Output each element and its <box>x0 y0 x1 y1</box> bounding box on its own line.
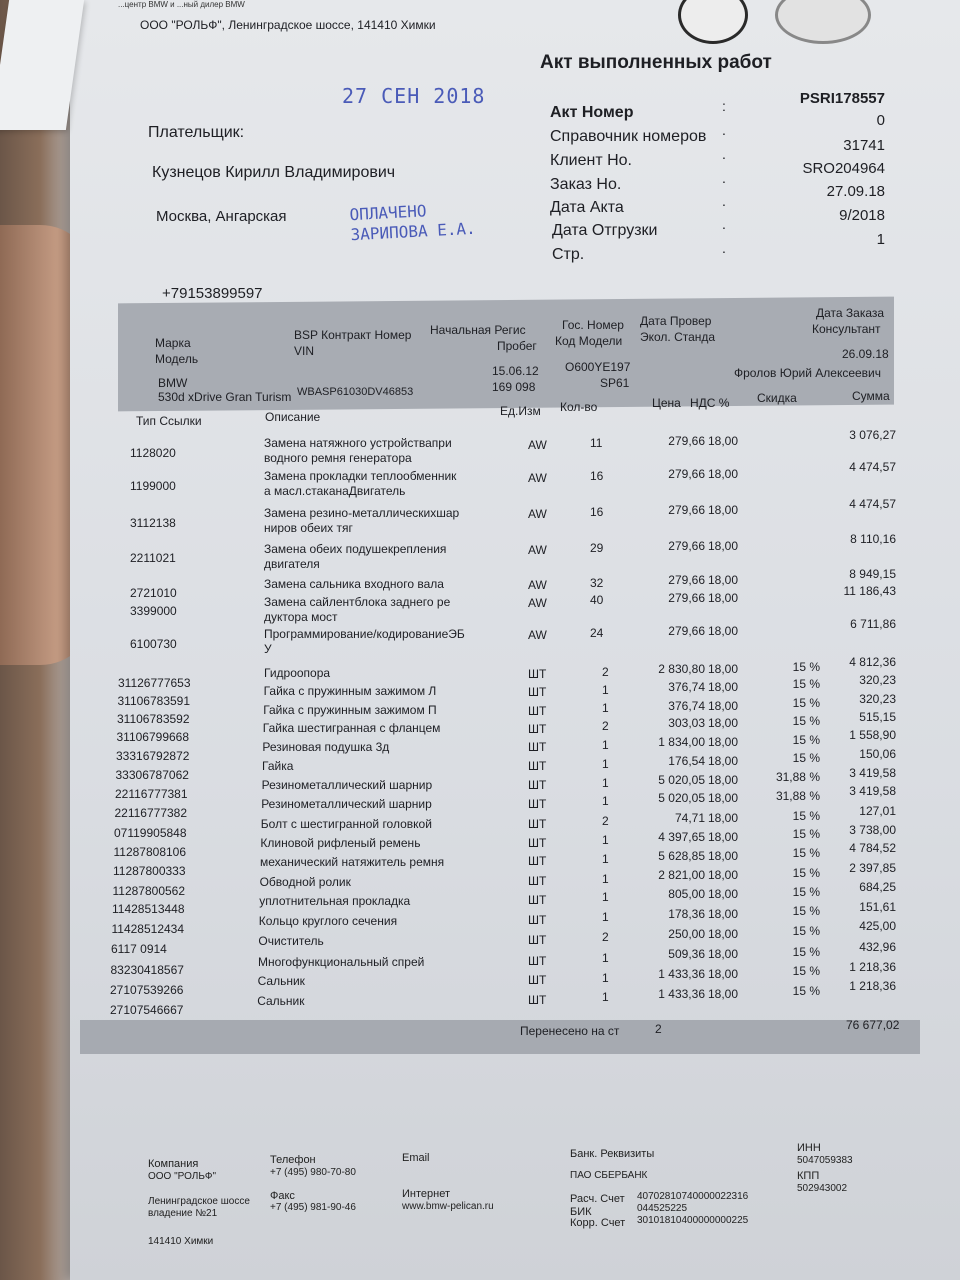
row-desc-line2: а масл.стаканаДвигатель <box>264 483 406 498</box>
row-sum: 320,23 <box>859 691 896 706</box>
col-discount: Скидка <box>757 391 797 405</box>
row-vat: 18,00 <box>708 679 739 694</box>
row-qty: 1 <box>602 890 609 905</box>
row-unit: AW <box>528 595 547 610</box>
row-unit: ШТ <box>528 973 547 988</box>
row-unit: AW <box>528 628 547 643</box>
payer-name: Кузнецов Кирилл Владимирович <box>152 164 396 181</box>
row-vat: 18,00 <box>708 573 739 588</box>
row-code: 3112138 <box>130 515 176 530</box>
vehicle-vin: WBASP61030DV46853 <box>297 386 414 398</box>
info-colon: . <box>722 193 726 209</box>
row-vat: 18,00 <box>708 753 739 768</box>
row-discount: 31,88 % <box>775 770 820 785</box>
row-desc-line1: Гидроопора <box>264 666 331 681</box>
row-vat: 18,00 <box>708 466 739 481</box>
row-vat: 18,00 <box>708 848 739 863</box>
row-vat: 18,00 <box>708 926 739 941</box>
row-unit: ШТ <box>528 684 547 699</box>
row-vat: 18,00 <box>708 967 739 982</box>
row-sum: 3 419,58 <box>849 784 896 799</box>
row-vat: 18,00 <box>708 503 739 518</box>
row-unit: ШТ <box>528 835 547 850</box>
row-desc-line1: Резинометаллический шарнир <box>261 778 433 793</box>
row-unit: AW <box>528 577 547 592</box>
info-label: Стр. <box>552 246 585 263</box>
col-model: Модель <box>155 352 199 366</box>
row-sum: 11 186,43 <box>843 584 896 599</box>
row-sum: 1 218,36 <box>849 979 896 994</box>
footer-web: www.bmw-pelican.ru <box>402 1201 494 1212</box>
row-sum: 1 218,36 <box>849 959 896 974</box>
row-qty: 16 <box>590 505 604 520</box>
info-label: Справочник номеров <box>550 128 707 145</box>
row-sum: 684,25 <box>859 879 896 894</box>
row-vat: 18,00 <box>708 947 739 962</box>
footer-corr-label: Корр. Счет <box>570 1217 626 1229</box>
row-desc-line1: Обводной ролик <box>259 874 351 889</box>
row-desc-line2: водного ремня генератора <box>264 450 412 465</box>
row-price: 376,74 <box>668 698 705 713</box>
footer-city: 141410 Химки <box>148 1236 214 1247</box>
row-code: 33306787062 <box>115 768 189 783</box>
row-desc-line1: Замена прокладки теплообменник <box>264 468 457 483</box>
row-unit: ШТ <box>528 932 547 947</box>
row-discount: 15 % <box>792 808 820 823</box>
row-vat: 18,00 <box>708 772 739 787</box>
row-discount: 15 % <box>792 713 820 728</box>
col-qty: Кол-во <box>560 400 598 414</box>
row-unit: ШТ <box>528 721 547 736</box>
row-desc-line1: Гайка с пружинным зажимом П <box>263 703 437 718</box>
info-label: Акт Номер <box>550 104 634 121</box>
carry-page: 2 <box>655 1022 662 1036</box>
row-desc-line2: У <box>264 642 272 657</box>
footer-web-label: Интернет <box>402 1188 450 1200</box>
row-vat: 18,00 <box>708 716 739 731</box>
row-price: 303,03 <box>668 716 705 731</box>
row-qty: 11 <box>590 435 603 450</box>
row-price: 5 020,05 <box>658 772 705 787</box>
row-unit: AW <box>528 470 547 485</box>
footer-acc-label: Расч. Счет <box>570 1193 625 1205</box>
footer-company: ООО "РОЛЬФ" <box>148 1171 217 1182</box>
row-price: 279,66 <box>668 466 705 481</box>
col-desc: Описание <box>265 410 321 424</box>
row-discount: 15 % <box>792 751 820 766</box>
row-code: 31106783592 <box>117 712 190 727</box>
row-sum: 150,06 <box>859 746 896 761</box>
row-price: 5 020,05 <box>658 791 705 806</box>
row-sum: 151,61 <box>859 899 896 914</box>
row-desc-line1: Замена резино-металлическихшар <box>264 505 460 520</box>
row-vat: 18,00 <box>708 590 739 605</box>
row-qty: 1 <box>602 775 609 790</box>
row-qty: 1 <box>602 756 609 771</box>
col-price: Цена <box>652 396 681 410</box>
row-price: 376,74 <box>668 679 705 694</box>
row-price: 1 834,00 <box>658 735 705 750</box>
row-price: 279,66 <box>668 503 705 518</box>
payer-phone: +79153899597 <box>162 285 263 302</box>
info-value: 27.09.18 <box>826 183 885 200</box>
row-price: 4 397,65 <box>658 829 705 844</box>
row-price: 279,66 <box>668 538 705 553</box>
info-colon: . <box>722 240 726 256</box>
row-desc-line1: Резиновая подушка 3д <box>262 740 390 755</box>
row-desc-line1: Замена натяжного устройствапри <box>264 435 452 450</box>
footer-kpp: 502943002 <box>797 1183 848 1194</box>
row-price: 279,66 <box>668 433 705 448</box>
row-desc-line1: уплотнительная прокладка <box>259 893 411 908</box>
col-vin: VIN <box>294 344 315 358</box>
row-sum: 3 738,00 <box>849 822 896 837</box>
row-discount: 15 % <box>792 827 820 842</box>
row-sum: 8 110,16 <box>850 532 896 547</box>
row-price: 74,71 <box>674 811 705 826</box>
row-unit: ШТ <box>528 740 547 755</box>
vehicle-reg-date: 15.06.12 <box>492 364 539 378</box>
row-desc-line1: Резинометаллический шарнир <box>261 796 432 811</box>
footer-bank-label: Банк. Реквизиты <box>570 1148 655 1160</box>
row-qty: 32 <box>590 575 604 590</box>
row-sum: 2 397,85 <box>849 861 896 876</box>
footer-bik: 044525225 <box>637 1203 688 1214</box>
row-unit: ШТ <box>528 912 547 927</box>
col-unit: Ед.Изм <box>500 404 541 418</box>
row-code: 11428512434 <box>111 922 185 937</box>
row-code: 07119905848 <box>114 825 187 840</box>
row-desc-line1: Замена обеих подушекрепления <box>264 541 447 556</box>
paid-stamp-line1: ОПЛАЧЕНО <box>349 201 427 225</box>
row-price: 178,36 <box>668 906 705 921</box>
row-code: 22116777382 <box>114 805 188 820</box>
row-qty: 29 <box>590 540 604 555</box>
info-colon: . <box>722 216 726 232</box>
row-sum: 6 711,86 <box>850 616 896 631</box>
row-desc-line1: Многофункциональный спрей <box>258 954 425 969</box>
row-discount: 15 % <box>792 984 820 999</box>
footer-inn: 5047059383 <box>797 1155 853 1166</box>
footer-company-label: Компания <box>148 1158 199 1170</box>
row-unit: ШТ <box>528 874 547 889</box>
row-vat: 18,00 <box>708 829 739 844</box>
footer-fax-label: Факс <box>270 1190 295 1202</box>
row-desc-line1: Болт с шестигранной головкой <box>260 816 432 831</box>
row-sum: 515,15 <box>859 709 896 724</box>
row-qty: 40 <box>590 593 604 608</box>
vehicle-plate: O600YE197 <box>565 360 631 374</box>
row-price: 2 830,80 <box>658 662 705 677</box>
row-code: 1199000 <box>130 478 176 493</box>
row-code: 31106783591 <box>117 693 191 708</box>
row-code: 2721010 <box>130 586 177 601</box>
row-code: 11287808106 <box>113 844 187 859</box>
footer-kpp-label: КПП <box>797 1170 820 1182</box>
col-eco: Экол. Станда <box>640 330 716 344</box>
row-desc-line1: Гайка <box>262 759 294 774</box>
row-vat: 18,00 <box>708 433 739 448</box>
row-unit: ШТ <box>528 893 547 908</box>
carry-label: Перенесено на ст <box>520 1024 620 1038</box>
row-discount: 15 % <box>792 923 820 938</box>
footer-inn-label: ИНН <box>797 1142 821 1154</box>
info-value: SRO204964 <box>802 160 885 177</box>
row-code: 11287800562 <box>112 883 186 898</box>
vehicle-order-date: 26.09.18 <box>842 347 889 361</box>
footer-email-label: Email <box>402 1152 430 1164</box>
col-marka: Марка <box>155 336 191 350</box>
row-qty: 1 <box>602 794 609 809</box>
row-sum: 8 949,15 <box>849 566 896 581</box>
row-code: 27107539266 <box>110 982 184 997</box>
row-discount: 15 % <box>792 964 820 979</box>
row-sum: 3 076,27 <box>849 427 896 442</box>
footer-fax: +7 (495) 981-90-46 <box>270 1202 356 1213</box>
row-code: 6100730 <box>130 636 177 651</box>
col-reg: Начальная Регис <box>430 323 526 337</box>
row-unit: ШТ <box>528 759 547 774</box>
row-sum: 432,96 <box>859 939 896 954</box>
info-value: 0 <box>876 112 885 129</box>
info-value: 9/2018 <box>839 207 885 224</box>
row-unit: ШТ <box>528 778 547 793</box>
row-sum: 425,00 <box>859 919 896 934</box>
paid-stamp-line2: ЗАРИПОВА Е.А. <box>350 218 477 245</box>
row-vat: 18,00 <box>708 887 739 902</box>
row-qty: 1 <box>602 682 609 697</box>
row-discount: 15 % <box>792 884 820 899</box>
company-line: ООО "РОЛЬФ", Ленинградское шоссе, 141410 Химки <box>140 18 436 32</box>
info-label: Дата Акта <box>550 199 624 216</box>
footer-address: Ленинградское шоссе владение №21 <box>148 1196 250 1219</box>
row-sum: 127,01 <box>859 804 896 819</box>
document-title: Акт выполненных работ <box>540 52 772 73</box>
row-qty: 1 <box>602 950 609 965</box>
row-desc-line1: Очиститель <box>258 933 324 948</box>
row-price: 279,66 <box>668 623 705 638</box>
row-qty: 1 <box>602 701 609 716</box>
col-sum: Сумма <box>852 389 890 403</box>
row-sum: 4 474,57 <box>849 496 896 511</box>
footer-phone-label: Телефон <box>270 1154 316 1166</box>
col-mileage: Пробег <box>497 339 537 353</box>
row-unit: ШТ <box>528 703 547 718</box>
row-discount: 15 % <box>792 732 820 747</box>
col-vat: НДС % <box>690 396 730 410</box>
col-order-date: Дата Заказа <box>816 306 885 320</box>
row-code: 11287800333 <box>113 863 186 878</box>
row-qty: 24 <box>590 626 604 641</box>
row-price: 1 433,36 <box>658 967 705 982</box>
carry-total: 76 677,02 <box>846 1018 900 1032</box>
info-colon: . <box>722 146 726 162</box>
row-desc-line1: механический натяжитель ремня <box>260 854 445 869</box>
row-price: 509,36 <box>668 947 705 962</box>
footer-phone: +7 (495) 980-70-80 <box>270 1167 356 1178</box>
row-code: 31126777653 <box>118 675 191 690</box>
row-price: 805,00 <box>668 887 705 902</box>
row-sum: 4 812,36 <box>849 655 896 670</box>
col-check: Дата Провер <box>640 314 712 328</box>
row-vat: 18,00 <box>708 698 739 713</box>
row-desc-line1: Сальник <box>257 994 305 1009</box>
row-code: 3399000 <box>130 604 177 619</box>
footer-bik-label: БИК <box>570 1206 592 1218</box>
row-unit: ШТ <box>528 953 547 968</box>
row-unit: ШТ <box>528 854 547 869</box>
row-code: 83230418567 <box>110 963 184 978</box>
info-label: Заказ Но. <box>550 176 622 193</box>
footer-corr: 30101810400000000225 <box>637 1215 749 1226</box>
carry-bar <box>80 1020 920 1054</box>
row-desc-line1: Гайка шестигранная с фланцем <box>262 721 441 736</box>
row-sum: 4 784,52 <box>849 841 896 856</box>
row-qty: 1 <box>602 871 609 886</box>
row-price: 279,66 <box>668 590 705 605</box>
row-unit: ШТ <box>528 816 547 831</box>
col-gos: Гос. Номер <box>562 318 624 332</box>
row-price: 1 433,36 <box>658 986 705 1001</box>
row-qty: 2 <box>602 664 609 679</box>
row-price: 176,54 <box>668 753 705 768</box>
row-sum: 1 558,90 <box>849 728 896 743</box>
row-code: 6117 0914 <box>111 942 167 957</box>
row-vat: 18,00 <box>708 538 739 553</box>
row-sum: 320,23 <box>859 673 896 688</box>
row-discount: 15 % <box>792 659 820 674</box>
row-vat: 18,00 <box>708 811 739 826</box>
row-desc-line1: Замена сайлентблока заднего ре <box>264 594 451 609</box>
row-discount: 15 % <box>792 904 820 919</box>
row-qty: 16 <box>590 468 604 483</box>
row-qty: 2 <box>602 930 609 945</box>
row-code: 11428513448 <box>112 902 185 917</box>
row-code: 2211021 <box>130 551 176 566</box>
row-vat: 18,00 <box>708 986 739 1001</box>
row-qty: 1 <box>602 990 609 1005</box>
info-value: 1 <box>876 231 885 248</box>
footer-bank: ПАО СБЕРБАНК <box>570 1170 648 1181</box>
row-desc-line1: Сальник <box>257 974 305 989</box>
row-unit: AW <box>528 437 547 452</box>
row-unit: AW <box>528 507 547 522</box>
row-qty: 1 <box>602 910 609 925</box>
row-price: 279,66 <box>668 573 705 588</box>
row-desc-line2: дуктора мост <box>264 609 338 624</box>
row-code: 33316792872 <box>116 749 190 764</box>
paid-stamp <box>349 199 476 245</box>
row-vat: 18,00 <box>708 906 739 921</box>
row-qty: 1 <box>602 737 609 752</box>
info-colon: . <box>722 122 726 138</box>
row-vat: 18,00 <box>708 662 739 677</box>
row-desc-line1: Клиновой рифленый ремень <box>260 835 421 850</box>
info-label: Дата Отгрузки <box>552 222 658 239</box>
col-type: Тип Ссылки <box>136 414 202 428</box>
vehicle-model: 530d xDrive Gran Turism <box>158 390 292 404</box>
row-vat: 18,00 <box>708 868 739 883</box>
info-value: 31741 <box>843 137 885 154</box>
vehicle-mileage: 169 098 <box>492 380 536 394</box>
row-code: 27107546667 <box>110 1002 184 1017</box>
dealer-tiny-text: ...центр BMW и ...ный дилер BMW <box>118 0 245 9</box>
vehicle-marka: BMW <box>158 376 188 390</box>
col-code-model: Код Модели <box>555 334 623 348</box>
row-vat: 18,00 <box>708 623 739 638</box>
row-code: 22116777381 <box>115 787 188 802</box>
info-value: PSRI178557 <box>799 90 885 107</box>
row-desc-line1: Замена сальника входного вала <box>264 576 444 591</box>
vehicle-consultant: Фролов Юрий Алексеевич <box>734 366 882 380</box>
row-price: 250,00 <box>668 926 705 941</box>
row-desc-line2: двигателя <box>264 556 320 571</box>
row-discount: 31,88 % <box>775 788 820 803</box>
row-discount: 15 % <box>792 696 820 711</box>
row-qty: 2 <box>602 719 609 734</box>
info-colon: . <box>722 170 726 186</box>
col-consultant: Консультант <box>812 322 881 336</box>
vehicle-model-code: SP61 <box>600 376 630 390</box>
row-qty: 1 <box>602 851 609 866</box>
row-desc-line1: Программирование/кодированиеЭБ <box>264 627 465 642</box>
row-desc-line1: Кольцо круглого сечения <box>258 913 398 928</box>
row-vat: 18,00 <box>708 791 739 806</box>
row-price: 5 628,85 <box>658 848 705 863</box>
row-sum: 4 474,57 <box>849 460 896 475</box>
info-label: Клиент Но. <box>550 152 632 169</box>
payer-address: Москва, Ангарская <box>156 208 287 225</box>
row-unit: ШТ <box>528 667 547 682</box>
row-sum: 3 419,58 <box>849 765 896 780</box>
info-colon: : <box>722 98 726 114</box>
row-desc-line1: Гайка с пружинным зажимом Л <box>263 684 437 699</box>
row-code: 1128020 <box>130 445 176 460</box>
row-qty: 1 <box>602 970 609 985</box>
row-discount: 15 % <box>792 846 820 861</box>
row-unit: ШТ <box>528 993 547 1008</box>
row-discount: 15 % <box>792 677 820 692</box>
row-code: 31106799668 <box>116 730 190 745</box>
footer-acc: 40702810740000022316 <box>637 1191 749 1202</box>
row-discount: 15 % <box>792 865 820 880</box>
row-desc-line2: ниров обеих тяг <box>264 520 353 535</box>
col-bsp: BSP Контракт Номер <box>294 328 412 342</box>
date-stamp: 27 СЕН 2018 <box>342 84 486 108</box>
row-price: 2 821,00 <box>658 868 705 883</box>
row-discount: 15 % <box>792 944 820 959</box>
row-qty: 2 <box>602 814 609 829</box>
row-qty: 1 <box>602 833 609 848</box>
row-unit: ШТ <box>528 796 547 811</box>
row-vat: 18,00 <box>708 735 739 750</box>
payer-label: Плательщик: <box>148 124 245 141</box>
row-unit: AW <box>528 543 547 558</box>
